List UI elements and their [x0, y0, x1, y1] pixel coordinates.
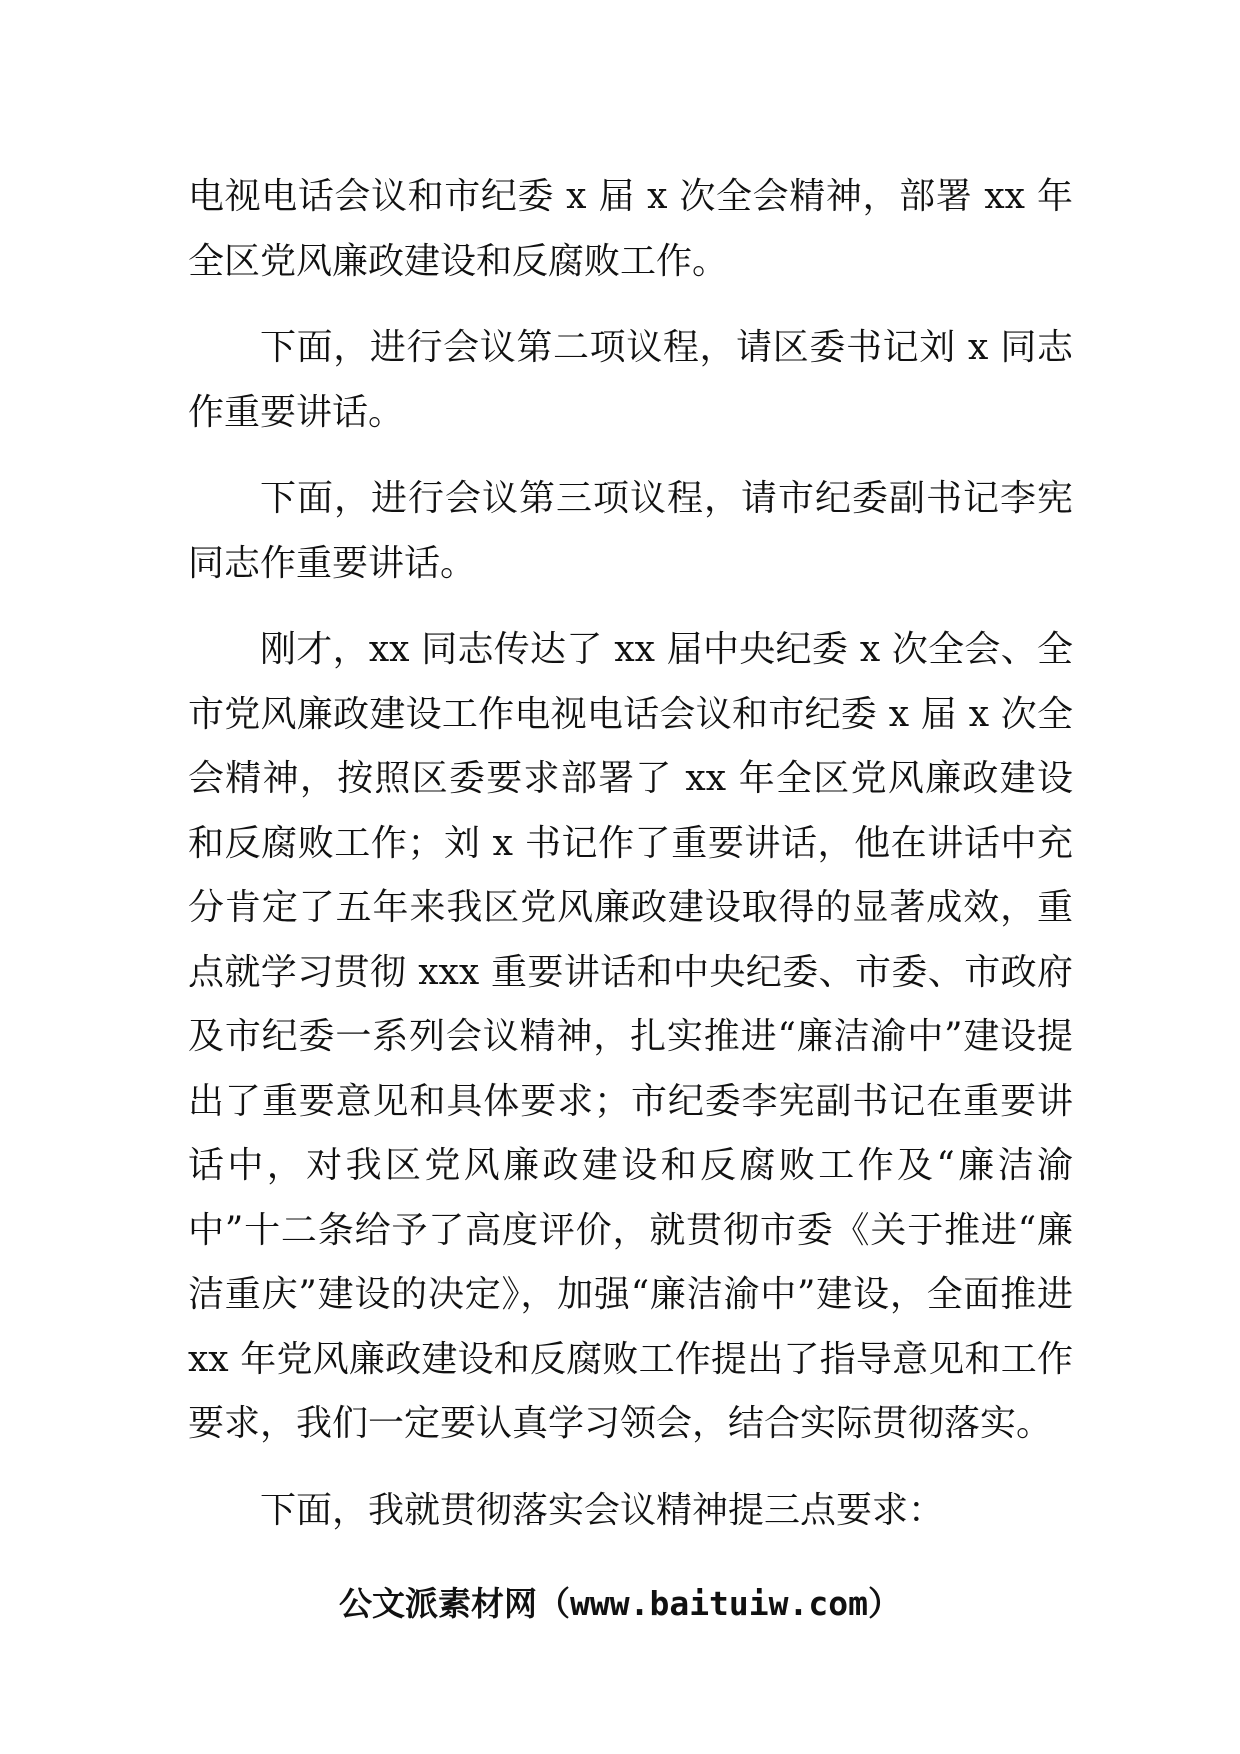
paragraph-agenda-two: 下面，进行会议第二项议程，请区委书记刘 x 同志作重要讲话。 [188, 327, 1073, 433]
paragraph-requirements-intro: 下面，我就贯彻落实会议精神提三点要求： [260, 1489, 945, 1531]
paragraph-agenda-three: 下面，进行会议第三项议程，请市纪委副书记李宪同志作重要讲话。 [188, 478, 1073, 584]
paragraph-continuation: 电视电话会议和市纪委 x 届 x 次全会精神，部署 xx 年全区党风廉政建设和反腐败工作。 [188, 176, 1073, 282]
document-body [188, 165, 1073, 1543]
watermark-footer: 公文派素材网（www.baituiw.com） [338, 1584, 901, 1623]
paragraph-summary: 刚才，xx 同志传达了 xx 届中央纪委 x 次全会、全市党风廉政建设工作电视电话会议和市纪委 x 届 x 次全会精神，按照区委要求部署了 xx 年全区党风廉政建设和反腐败工作；刘 x 书记作了重要讲话，他在讲话中充分肯定了五年来我区党风廉政建设取得的显著成效，重点就学习贯彻 xxx 重要讲话和中央纪委、市委、市政府及市纪委一系列会议精神，扎实推进“廉洁渝中”建设提出了重要意见和具体要求；市纪委李宪副书记在重要讲话中，对我区党风廉政建设和反腐败工作及“廉洁渝中”十二条给予了高度评价，就贯彻市委《关于推进“廉洁重庆”建设的决定》，加强“廉洁渝中”建设，全面推进 xx 年党风廉政建设和反腐败工作提出了指导意见和工作要求，我们一定要认真学习领会，结合实际贯彻落实。 [188, 629, 1073, 1444]
